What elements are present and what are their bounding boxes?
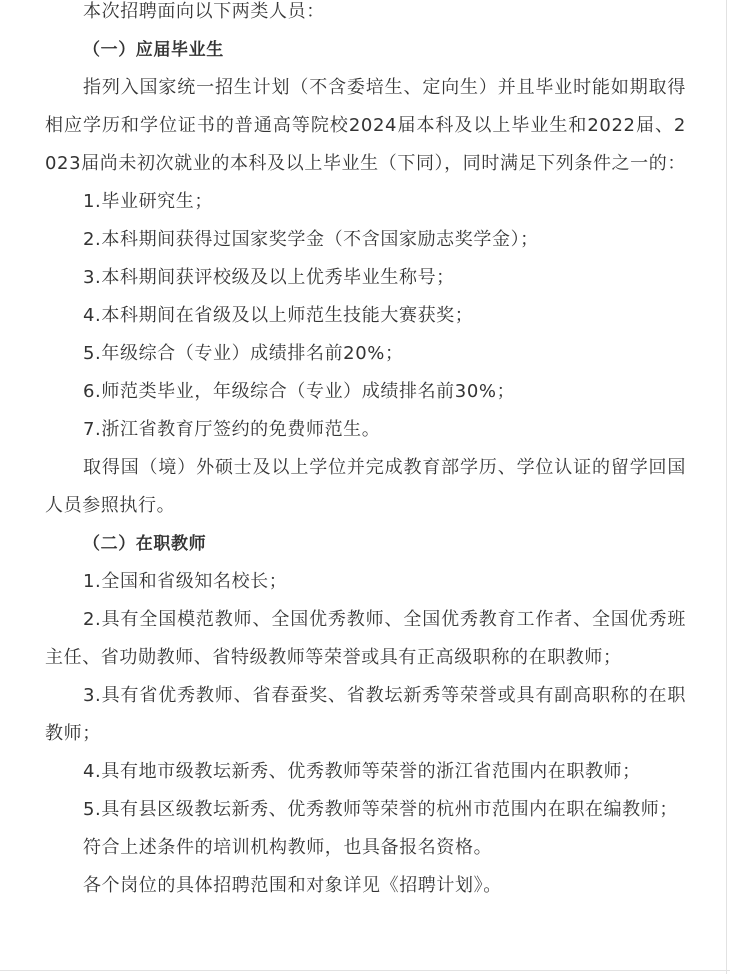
section-1-overseas-note: 取得国（境）外硕士及以上学位并完成教育部学历、学位认证的留学回国人员参照执行。 (45, 457, 686, 516)
section-1-heading: （一）应届毕业生 (83, 40, 224, 60)
section-1-item-1: 1.毕业研究生； (83, 191, 213, 212)
section-2-item-1: 1.全国和省级知名校长； (83, 571, 288, 592)
section-2-heading: （二）在职教师 (83, 534, 207, 554)
frame-bottom-border (0, 970, 730, 971)
section-1-item-2: 2.本科期间获得过国家奖学金（不含国家励志奖学金）； (83, 229, 539, 250)
section-1-item-3: 3.本科期间获评校级及以上优秀毕业生称号； (83, 267, 455, 288)
section-1-description: 指列入国家统一招生计划（不含委培生、定向生）并且毕业时能如期取得相应学历和学位证书的普通高等院校2024届本科及以上毕业生和2022届、2023届尚未初次就业的本科及以上毕业生（下同），同时满足下列条件之一的： (45, 77, 686, 174)
section-2-item-4: 4.具有地市级教坛新秀、优秀教师等荣誉的浙江省范围内在职教师； (83, 761, 641, 782)
training-institution-note: 符合上述条件的培训机构教师，也具备报名资格。 (83, 837, 493, 858)
section-1-item-5: 5.年级综合（专业）成绩排名前20%； (83, 343, 404, 364)
article-body (45, 0, 686, 905)
section-2-item-2: 2.具有全国模范教师、全国优秀教师、全国优秀教育工作者、全国优秀班主任、省功勋教师、省特级教师等荣誉或具有正高级职称的在职教师； (45, 609, 686, 668)
section-1-item-7: 7.浙江省教育厅签约的免费师范生。 (83, 419, 381, 440)
intro-paragraph: 本次招聘面向以下两类人员： (83, 1, 325, 22)
frame-right-border (726, 0, 727, 974)
section-1-item-4: 4.本科期间在省级及以上师范生技能大赛获奖； (83, 305, 474, 326)
section-2-item-3: 3.具有省优秀教师、省春蚕奖、省教坛新秀等荣誉或具有副高职称的在职教师； (45, 685, 686, 744)
closing-paragraph: 各个岗位的具体招聘范围和对象详见《招聘计划》。 (83, 875, 502, 896)
section-1-item-6: 6.师范类毕业，年级综合（专业）成绩排名前30%； (83, 381, 516, 402)
section-2-item-5: 5.具有县区级教坛新秀、优秀教师等荣誉的杭州市范围内在职在编教师； (83, 799, 678, 820)
